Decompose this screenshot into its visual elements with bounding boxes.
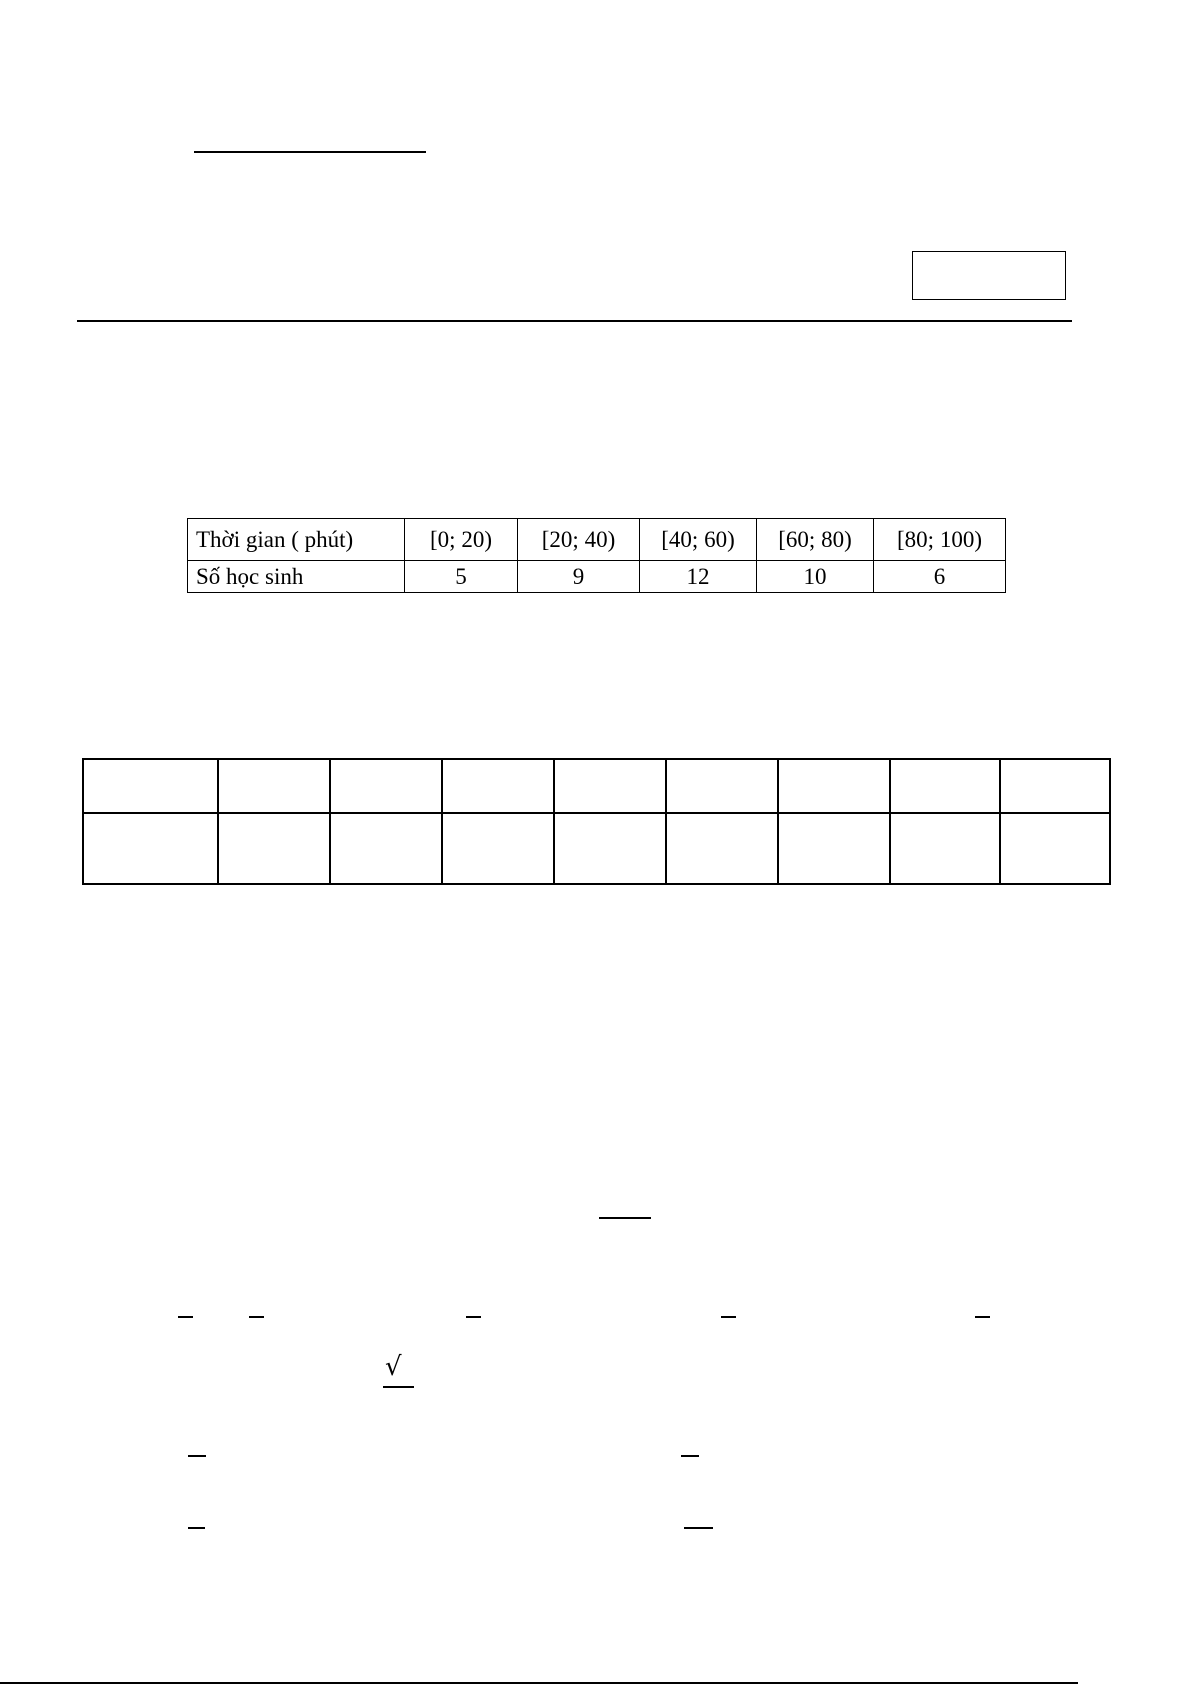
- count-cell: 9: [518, 561, 640, 593]
- answer-cell[interactable]: [554, 813, 666, 884]
- count-cell: 12: [640, 561, 757, 593]
- answer-cell[interactable]: [666, 759, 778, 813]
- answer-cell[interactable]: [890, 813, 1000, 884]
- answer-cell[interactable]: [330, 813, 442, 884]
- answer-cell[interactable]: [1000, 759, 1110, 813]
- answer-cell[interactable]: [218, 759, 330, 813]
- answer-grid-header-row: [83, 759, 1110, 813]
- fraction-bar: [383, 1386, 414, 1388]
- fraction-bar: [975, 1316, 990, 1318]
- exam-code-box: [912, 251, 1066, 300]
- frequency-table: [187, 518, 1006, 593]
- fraction-bar: [178, 1316, 193, 1318]
- count-cell: 6: [874, 561, 1006, 593]
- table-row-students: [188, 561, 1006, 593]
- count-cell: 10: [757, 561, 874, 593]
- answer-grid: [82, 758, 1111, 885]
- answer-cell[interactable]: [778, 813, 890, 884]
- fraction-bar: [721, 1316, 736, 1318]
- fraction-bar: [681, 1455, 699, 1457]
- header-separator: [77, 320, 1072, 322]
- fraction-bar: [684, 1527, 713, 1529]
- interval-cell: [80; 100): [874, 519, 1006, 561]
- answer-cell[interactable]: [442, 813, 554, 884]
- row-header-students: Số học sinh: [188, 561, 405, 593]
- fraction-bar: [249, 1316, 264, 1318]
- header-underline: [194, 151, 426, 153]
- answer-cell[interactable]: [890, 759, 1000, 813]
- answer-cell[interactable]: [554, 759, 666, 813]
- answer-cell[interactable]: [1000, 813, 1110, 884]
- interval-cell: [40; 60): [640, 519, 757, 561]
- answer-cell[interactable]: [442, 759, 554, 813]
- answer-cell[interactable]: [666, 813, 778, 884]
- table-row-time: [188, 519, 1006, 561]
- row-header-time: Thời gian ( phút): [188, 519, 405, 561]
- fraction-bar: [466, 1316, 481, 1318]
- answer-cell[interactable]: [83, 759, 218, 813]
- interval-cell: [20; 40): [518, 519, 640, 561]
- square-root-symbol: √: [385, 1352, 402, 1382]
- fraction-bar: [599, 1217, 651, 1219]
- answer-cell[interactable]: [83, 813, 218, 884]
- footer-rule: [0, 1682, 1078, 1684]
- fraction-bar: [188, 1527, 205, 1529]
- answer-grid-answer-row: [83, 813, 1110, 884]
- answer-cell[interactable]: [778, 759, 890, 813]
- interval-cell: [60; 80): [757, 519, 874, 561]
- answer-cell[interactable]: [330, 759, 442, 813]
- count-cell: 5: [405, 561, 518, 593]
- fraction-bar: [188, 1455, 206, 1457]
- interval-cell: [0; 20): [405, 519, 518, 561]
- answer-cell[interactable]: [218, 813, 330, 884]
